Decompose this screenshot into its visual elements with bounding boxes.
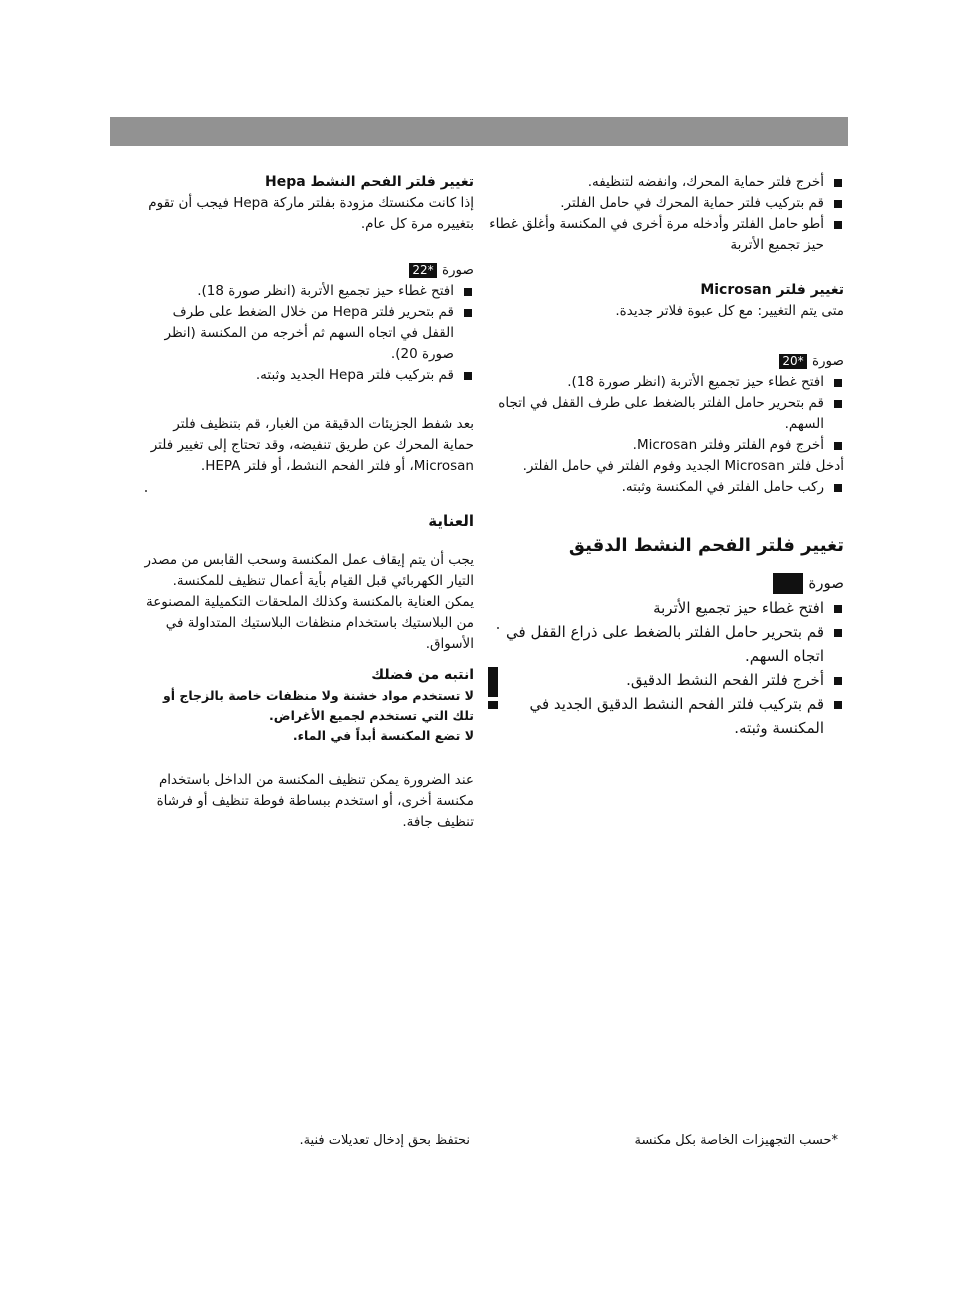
square-bullet-icon (834, 221, 842, 229)
square-bullet-icon (834, 179, 842, 187)
stray-dot (497, 627, 499, 629)
square-bullet-icon (834, 605, 842, 613)
figure-label: صورة (488, 570, 844, 596)
figure-number-badge: 20* (779, 354, 807, 369)
care-paragraph: يجب أن يتم إيقاف عمل المكنسة وسحب القابس من مصدر التيار الكهربائي قبل القيام بأية أعمال تنظيف للمكنسة. (144, 552, 474, 589)
list-item: افتح غطاء حيز تجميع الأتربة (488, 596, 844, 620)
section-header-bar (110, 117, 848, 146)
warning-box (138, 665, 474, 746)
list-item: قم بتحرير حامل الفلتر بالضغط على ذراع القفل في اتجاه السهم. (488, 620, 844, 668)
square-bullet-icon (464, 288, 472, 296)
microsan-title: تغيير فلتر Microsan (700, 282, 844, 298)
square-bullet-icon (464, 372, 472, 380)
list-item: افتح غطاء حيز تجميع الأتربة (انظر صورة 18). (488, 372, 844, 393)
square-bullet-icon (834, 677, 842, 685)
list-item: قم بتركيب فلتر Hepa الجديد وثبته. (138, 365, 474, 386)
equipment-footnote: *حسب التجهيزات الخاصة بكل مكنسة (634, 1133, 838, 1148)
microsan-steps (488, 372, 844, 498)
list-item: أخرج فلتر حماية المحرك، وانفضه لتنظيفه. (488, 172, 844, 193)
exclamation-warning-icon (488, 667, 498, 707)
list-item: قم بتحرير حامل الفلتر بالضغط على طرف القفل في اتجاه السهم. (488, 393, 844, 435)
warning-title: انتبه من فضلك (371, 667, 474, 683)
stray-dot (145, 490, 147, 492)
list-item: أطو حامل الفلتر وأدخله مرة أخرى في المكنسة وأغلق غطاء حيز تجميع الأتربة (488, 214, 844, 256)
hepa-title: تغيير فلتر الفحم النشط Hepa (265, 174, 474, 190)
square-bullet-icon (834, 701, 842, 709)
list-item: أخرج فلتر الفحم النشط الدقيق. (488, 668, 844, 692)
square-bullet-icon (834, 379, 842, 387)
figure-number-badge (773, 573, 803, 594)
microsan-when: متى يتم التغيير: مع كل عبوة فلاتر جديدة. (615, 303, 844, 319)
warning-line: لا تستخدم مواد خشنة ولا منظفات خاصة بالزجاج أو تلك التي تستخدم لجميع الأغراض. (162, 688, 474, 723)
list-item-continuation: أدخل فلتر Microsan الجديد وفوم الفلتر في حامل الفلتر. (522, 458, 844, 474)
warning-line: لا تضع المكنسة أبداً في الماء. (292, 728, 474, 743)
hepa-intro: إذا كانت مكنستك مزودة بفلتر ماركة Hepa فيجب أن تقوم بتغييره مرة كل عام. (148, 195, 474, 232)
square-bullet-icon (834, 400, 842, 408)
list-item: قم بتحرير فلتر Hepa من خلال الضغط على طرف القفل في اتجاه السهم ثم أخرجه من المكنسة (انظر صورة 20). (138, 302, 474, 365)
left-column (138, 172, 474, 833)
list-item: قم بتركيب فلتر الفحم النشط الدقيق الجديد في المكنسة وثبته. (488, 692, 844, 740)
figure-label: صورة 20* (488, 350, 844, 372)
hepa-steps (138, 281, 474, 386)
list-item: قم بتركيب فلتر حماية المحرك في حامل الفلتر. (488, 193, 844, 214)
square-bullet-icon (834, 484, 842, 492)
motor-filter-steps (488, 172, 844, 256)
figure-label: صورة 22* (138, 259, 474, 281)
figure-number-badge: 22* (409, 263, 437, 278)
square-bullet-icon (834, 442, 842, 450)
square-bullet-icon (464, 309, 472, 317)
fine-carbon-title: تغيير فلتر الفحم النشط الدقيق (568, 535, 844, 556)
right-column (488, 172, 844, 740)
rights-footnote: نحتفظ بحق إدخال تعديلات فنية. (299, 1133, 470, 1148)
list-item: افتح غطاء حيز تجميع الأتربة (انظر صورة 18). (138, 281, 474, 302)
interior-cleaning-note: عند الضرورة يمكن تنظيف المكنسة من الداخل باستخدام مكنسة أخرى، أو استخدم ببساطة فوطة تنظيف أو فرشاة تنظيف جافة. (156, 772, 474, 830)
care-title: العناية (428, 512, 474, 530)
fine-dust-note: بعد شفط الجزيئات الدقيقة من الغبار، قم بتنظيف فلتر حماية المحرك عن طريق تنفيضه، وقد تحتاج إلى تغيير فلتر Microsan، أو فلتر الفحم النشط، أو فلتر HEPA. (150, 416, 474, 474)
square-bullet-icon (834, 200, 842, 208)
care-paragraph: يمكن العناية بالمكنسة وكذلك الملحقات التكميلية المصنوعة من البلاستيك باستخدام منظفات البلاستيك المتداولة في الأسواق. (146, 594, 474, 652)
list-item: أخرج فوم الفلتر وفلتر Microsan. (488, 435, 844, 456)
fine-carbon-steps (488, 596, 844, 740)
square-bullet-icon (834, 629, 842, 637)
list-item: ركب حامل الفلتر في المكنسة وثبته. (488, 477, 844, 498)
